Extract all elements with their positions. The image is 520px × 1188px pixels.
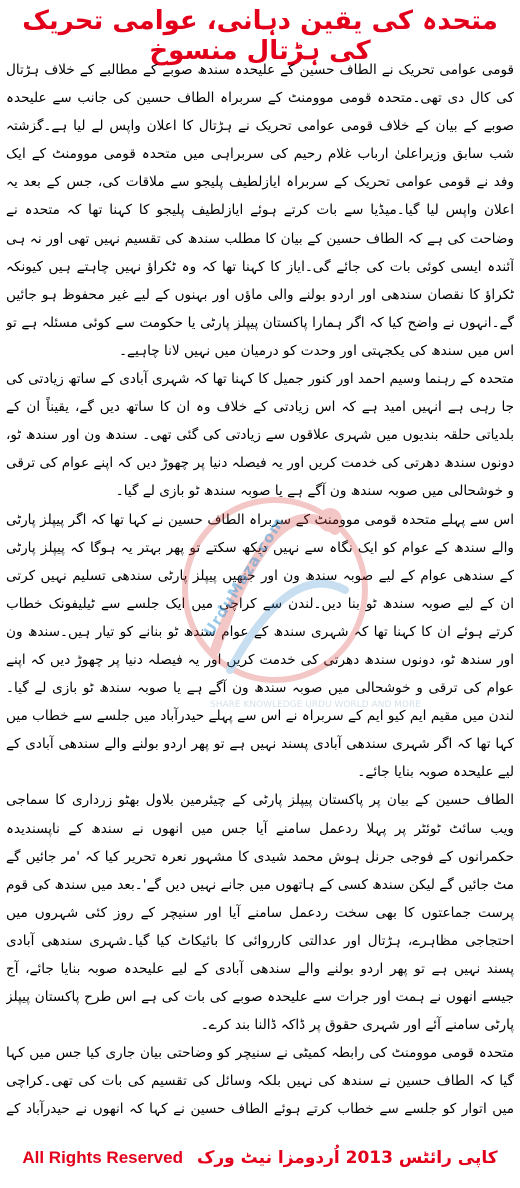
article-paragraph: اس سے پہلے متحدہ قومی موومنٹ کے سربراہ الطاف حسین نے کہا تھا کہ اگر پیپلز پارٹی والے سندھ کے عوام کو ایک نگاہ سے نہیں دیکھ سکتے تو پھر بہتر یہ ہوگا کہ پیپلز پارٹی کے سندھی عوام کے لیے صوبہ سندھ ون اور جنھیں پیپلز پارٹی سندھی تسلیم نہیں کرتی ان کے لیے صوبہ سندھ ٹو بنا دیں۔لندن سے کراچی میں ایک جلسے سے ٹیلیفونک خطاب کرتے ہوئے ان کا کہنا تھا کہ شہری سندھ کے عوام سندھ ٹو بنانے کو تیار ہیں۔سندھ ون اور سندھ ٹو، دونوں سندھ دھرتی کی خدمت کریں اور یہ فیصلہ دنیا پر چھوڑ دیں کہ اپنے عوام کی ترقی و خوشحالی میں صوبہ سندھ ون آگے ہے یا صوبہ سندھ ٹو بازی لے گیا۔لندن میں مقیم ایم کیو ایم کے سربراہ نے اس سے پہلے حیدرآباد میں جلسے سے خطاب میں کہا تھا کہ اگر شہری سندھی آبادی پسند نہیں ہے تو پھر اردو بولنے والے سندھی آبادی کے لیے علیحدہ صوبہ بنایا جائے۔	[6, 511, 514, 781]
watermark-text: UrduMaza.com	[200, 513, 289, 640]
watermark-tagline: SHARE KNOWLEDGE URDU WORLD AND MORE	[210, 700, 421, 710]
article-paragraph: الطاف حسین کے بیان پر پاکستان پیپلز پارٹی کے چیئرمین بلاول بھٹو زرداری کا سماجی ویب سائٹ ٹوئٹر پر پہلا ردعمل سامنے آیا جس میں انھوں نے سندھ کے ناپسندیدہ حکمرانوں کے فوجی جرنل ہوش محمد شیدی کا مشہور نعرہ تحریر کیا کہ 'مر جائیں گے مٹ جائیں گے لیکن سندھ کسی کے ہاتھوں میں جانے نہیں دیں گے'۔بعد میں سندھ کی قوم پرست جماعتوں کا بھی سخت ردعمل سامنے آیا اور سنیچر کے روز کئی شہروں میں احتجاجی مظاہرے، ہڑتال اور عدالتی کارروائی کا بائیکاٹ کیا گیا۔شہری سندھی آبادی پسند نہیں ہے تو پھر اردو بولنے والے سندھی آبادی کے لیے علیحدہ صوبہ بنایا جائے، آج جیسے انھوں نے ہمت اور جرات سے علیحدہ صوبے کی بات کی ہے اس طرح پاکستان پیپلز پارٹی سامنے آئے اور شہری حقوق پر ڈاکہ ڈالنا بند کرے۔	[6, 792, 514, 1034]
copyright-footer	[0, 1138, 520, 1178]
article-body-container	[6, 56, 514, 1122]
article-paragraph: متحدہ کے رہنما وسیم احمد اور کنور جمیل کا کہنا تھا کہ شہری آبادی کے ساتھ زیادتی کی جا رہی ہے انہیں امید ہے کہ اس زیادتی کے خلاف وہ ان کا ساتھ دیں گے، یقیناً ان کے بلدیاتی حلقہ بندیوں میں شہری علاقوں سے زیادتی کی گئی تھی۔ سندھ ون اور سندھ ٹو، دونوں سندھ دھرتی کی خدمت کریں اور یہ فیصلہ دنیا پر چھوڑ دیں کہ اپنے عوام کی ترقی و خوشحالی میں صوبہ سندھ ون آگے ہے یا صوبہ سندھ ٹو بازی لے گیا۔	[6, 371, 514, 500]
article-headline: متحدہ کی یقین دہانی، عوامی تحریک کی ہڑتال منسوخ	[22, 6, 498, 66]
article-body	[6, 56, 514, 1122]
footer-rights-text: All Rights Reserved	[22, 1148, 183, 1167]
footer-copyright-text: کاپی رائٹس 2013 اُردومزا نیٹ ورک	[196, 1148, 498, 1168]
article-paragraph: قومی عوامی تحریک نے الطاف حسین کے علیحدہ سندھ صوبے کے مطالبے کے خلاف ہڑتال کی کال دی تھی۔متحدہ قومی موومنٹ کے سربراہ الطاف حسین کی جانب سے علیحدہ صوبے کے بیان کے خلاف قومی عوامی تحریک نے ہڑتال کا اعلان واپس لے لیا ہے۔گزشتہ شب سابق وزیراعلیٰ ارباب غلام رحیم کی سربراہی میں متحدہ قومی موومنٹ کے ایک وفد نے قومی عوامی تحریک کے سربراہ ایازلطیف پلیجو سے ملاقات کی، جس کے بعد یہ اعلان واپس لیا گیا۔میڈیا سے بات کرتے ہوئے ایازلطیف پلیجو کا کہنا تھا کہ متحدہ نے وضاحت کی ہے کہ الطاف حسین کے بیان کا مطلب سندھ کی تقسیم نہیں تھی اور نہ ہی آئندہ ایسی کوئی بات کی جائے گی۔ایاز کا کہنا تھا کہ وہ ٹکراؤ نہیں چاہتے ہیں کیونکہ ٹکراؤ کا نقصان سندھی اور اردو بولنے والی ماؤں اور بہنوں کے لیے غیر محفوظ ہو جائیں گے۔انہوں نے واضح کیا کہ اگر ہمارا پاکستان پیپلز پارٹی یا حکومت سے کوئی مسئلہ ہے تو اس میں سندھ کی یکجہتی اور وحدت کو درمیان میں نہیں لانا چاہیے۔	[6, 62, 514, 359]
article-paragraph: متحدہ قومی موومنٹ کی رابطہ کمیٹی نے سنیچر کو وضاحتی بیان جاری کیا جس میں کہا گیا کہ الطاف حسین نے سندھ کی نہیں بلکہ وسائل کی تقسیم کی بات کی تھی۔کراچی میں اتوار کو جلسے سے خطاب کرتے ہوئے الطاف حسین نے کہا کہ انھوں نے حیدرآباد کے	[6, 1045, 514, 1118]
